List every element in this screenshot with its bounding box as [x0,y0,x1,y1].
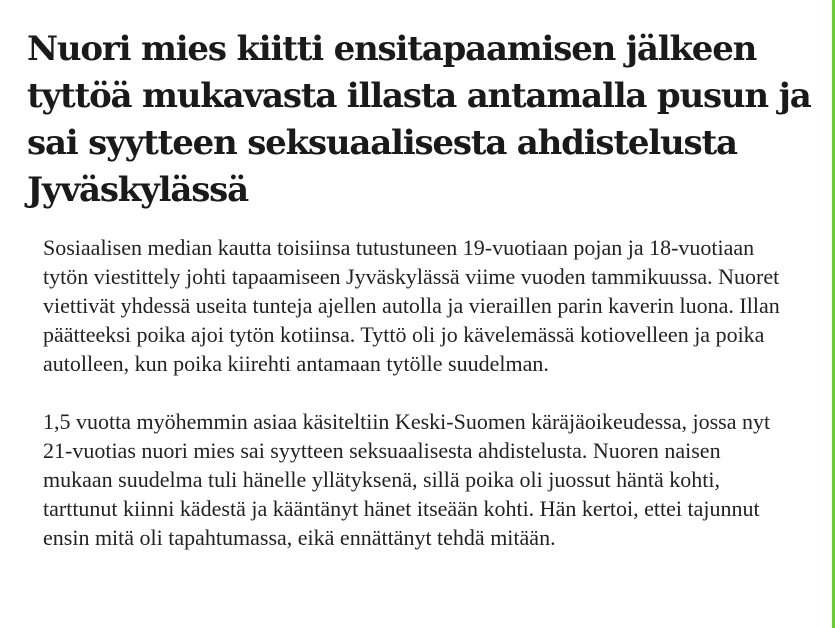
article-paragraph: Sosiaalisen median kautta toisiinsa tutustuneen 19-vuotiaan pojan ja 18-vuotiaan tytön viestittely johti tapaamiseen Jyväskylässä viime vuoden tammikuussa. Nuoret viettivät yhdessä useita tunteja ajellen autolla ja vieraillen parin kaverin luona. Illan päätteeksi poika ajoi tytön kotiinsa. Tyttö oli jo kävelemässä kotiovelleen ja poika autolleen, kun poika kiirehti antamaan tytölle suudelman. [43,235,780,376]
article-headline: Nuori mies kiitti ensitapaamisen jälkeen tyttöä mukavasta illasta antamalla pusun ja sai syytteen seksuaalisesta ahdistelusta Jyväskylässä [27,29,811,210]
article-paragraph: 1,5 vuotta myöhemmin asiaa käsiteltiin Keski-Suomen käräjäoikeudessa, jossa nyt 21-vuotias nuori mies sai syytteen seksuaalisesta ahdistelusta. Nuoren naisen mukaan suudelma tuli hänelle yllätyksenä, sillä poika oli juossut häntä kohti, tarttunut kiinni kädestä ja kääntänyt hänet itseään kohti. Hän kertoi, ettei tajunnut ensin mitä oli tapahtumassa, eikä ennättänyt tehdä mitään. [43,409,771,550]
article-body [43,233,793,581]
